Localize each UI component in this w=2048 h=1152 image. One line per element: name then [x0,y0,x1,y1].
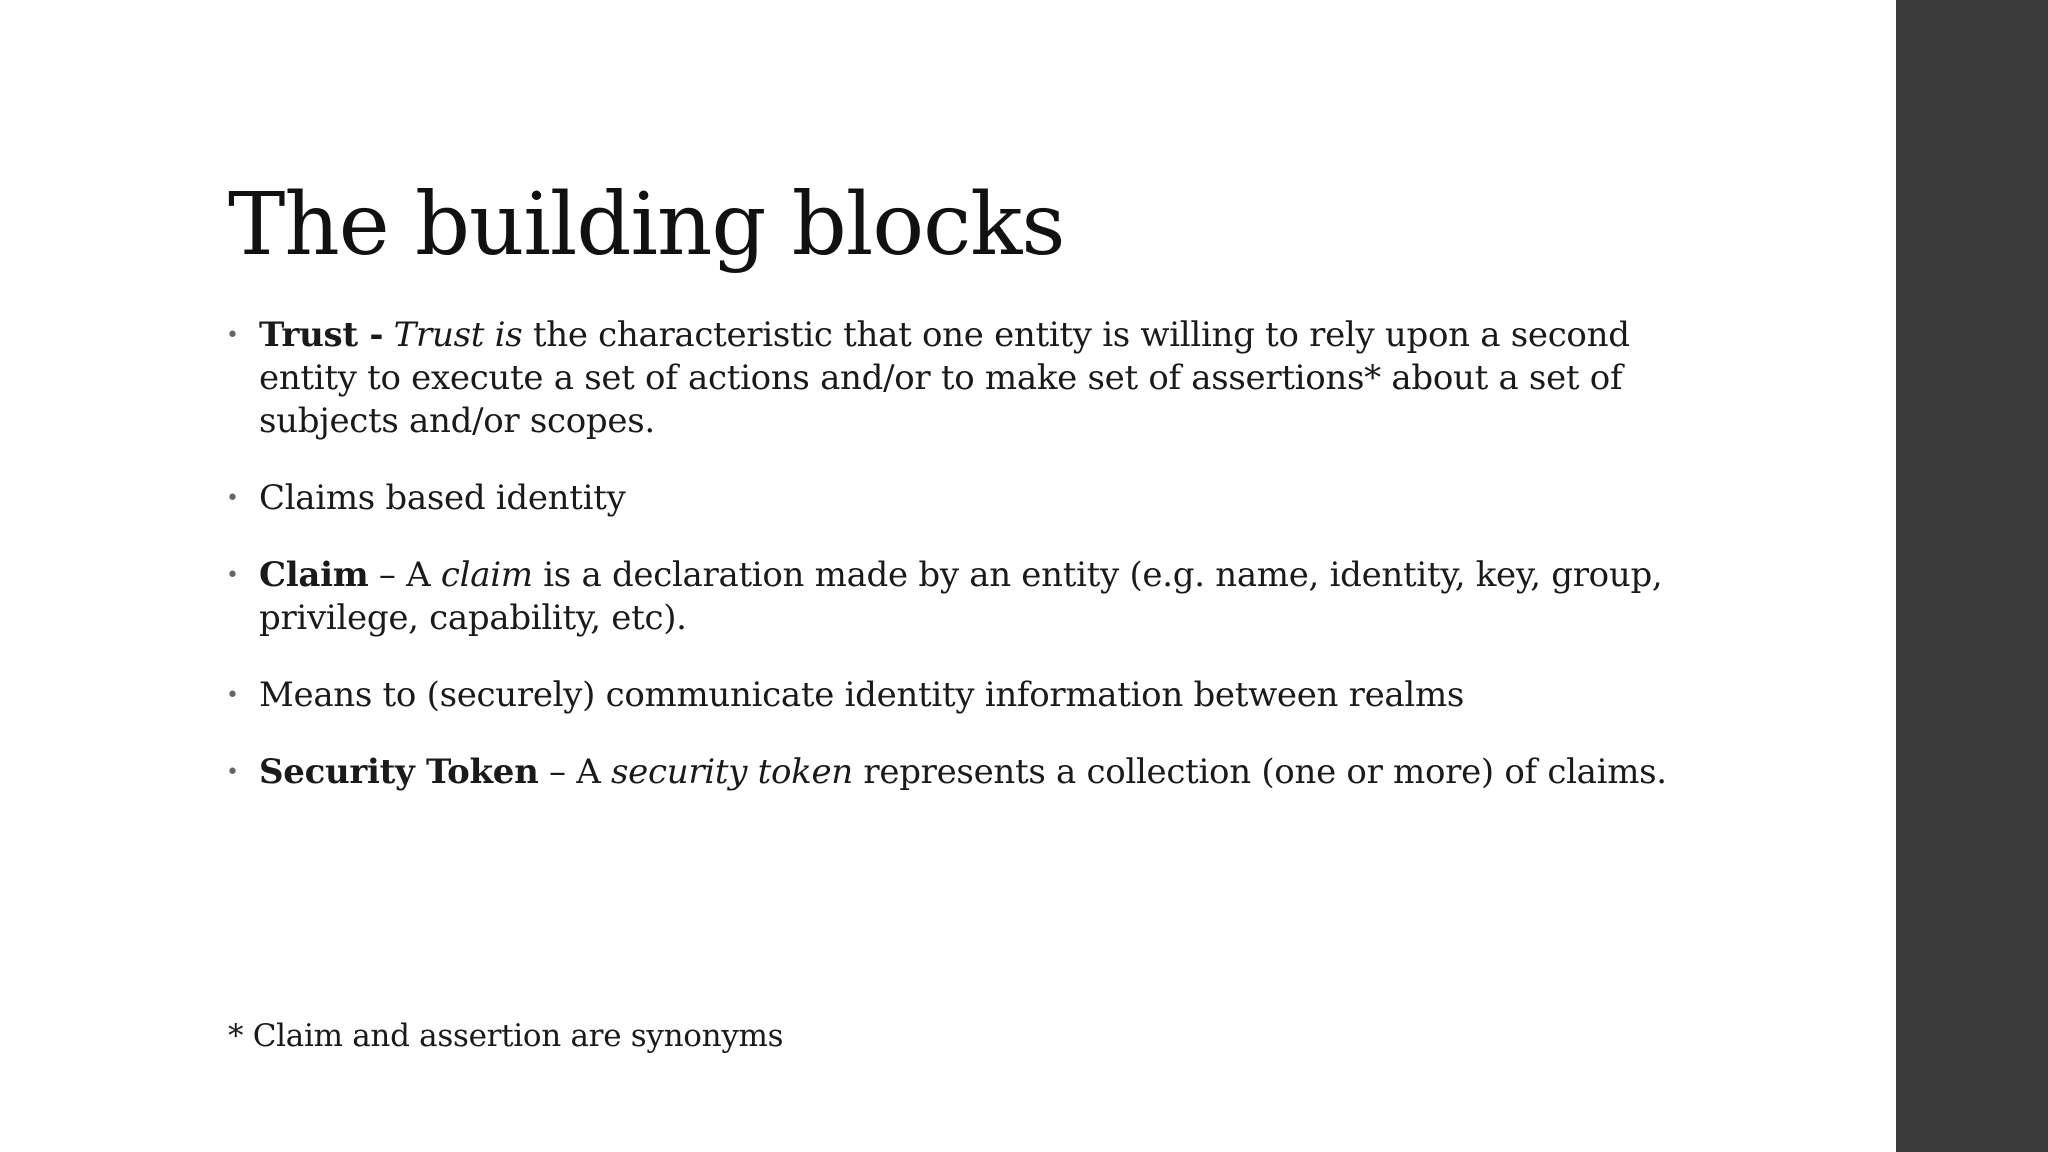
slide-title: The building blocks [228,175,1065,275]
side-bar [1896,0,2048,1152]
bullet-italic: Trust is [393,315,523,355]
bullet-term: Claim [259,555,369,595]
bullet-italic: claim [440,555,533,595]
bullet-icon: • [226,486,239,511]
bullet-term: Security Token [259,752,539,792]
bullet-icon: • [226,563,239,588]
bullet-text: Claims based identity [259,478,626,518]
bullet-security-token [226,751,1686,794]
bullet-italic: security token [611,752,853,792]
bullet-communicate-identity [226,674,1686,717]
bullet-text: represents a collection (one or more) of claims. [863,752,1667,792]
bullet-claims-based-identity [226,477,1686,520]
bullet-pre: – A [378,555,431,595]
bullet-text: the characteristic that one entity is willing to rely upon a second entity to execute a set of actions and/or to make set of assertions* about a set of subjects and/or scopes. [259,315,1630,441]
bullet-pre: – A [549,752,601,792]
bullet-icon: • [226,323,239,348]
bullet-text: is a declaration made by an entity (e.g. name, identity, key, group, privilege, capability, etc). [259,555,1663,638]
bullet-list [226,314,1686,828]
bullet-icon: • [226,760,239,785]
bullet-text: Means to (securely) communicate identity information between realms [259,675,1465,715]
bullet-trust [226,314,1686,443]
footnote: * Claim and assertion are synonyms [228,1018,784,1054]
bullet-term: Trust - [259,315,384,355]
bullet-claim [226,554,1686,640]
bullet-icon: • [226,683,239,708]
